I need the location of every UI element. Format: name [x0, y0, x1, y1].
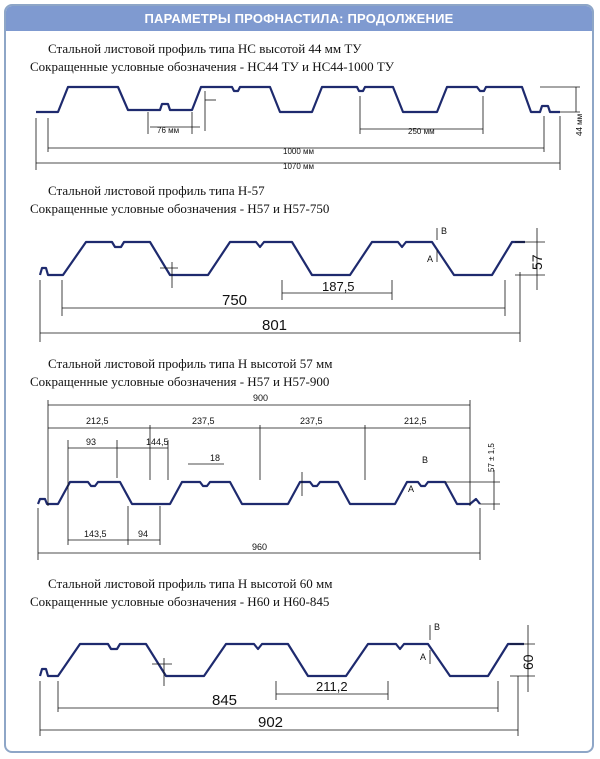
p1-dim-total-a: 1000 мм [283, 147, 315, 156]
profile-3-caption [30, 355, 332, 391]
p3-dim-w3: 18 [210, 453, 221, 463]
profile-2-designation: Сокращенные условные обозначения - Н57 и Н57-750 [30, 201, 330, 216]
p3-label-a: A [408, 484, 415, 494]
p1-dim-a: 76 мм [157, 126, 180, 135]
p3-label-b: B [422, 455, 429, 465]
p4-dim-total-a: 845 [212, 692, 238, 709]
p3-dim-w1: 93 [86, 437, 97, 447]
profile-1-caption [30, 40, 394, 76]
profile-1-designation: Сокращенные условные обозначения - НС44 ТУ и НС44-1000 ТУ [30, 59, 394, 74]
p1-dim-total-b: 1070 мм [283, 162, 315, 171]
profile-3-designation: Сокращенные условные обозначения - Н57 и Н57-900 [30, 374, 330, 389]
p3-dim-bot2: 94 [138, 529, 149, 539]
profile-4-designation: Сокращенные условные обозначения - Н60 и Н60-845 [30, 594, 330, 609]
p2-dim-pitch: 187,5 [322, 279, 355, 294]
p2-dim-height: 57 [529, 254, 545, 270]
profile-3-title: Стальной листовой профиль типа Н высотой 57 мм [48, 356, 333, 371]
p3-dim-s1: 212,5 [86, 416, 109, 426]
p3-dim-total-b: 960 [252, 542, 268, 552]
p4-label-a: A [420, 652, 427, 662]
profile-4-caption [30, 575, 332, 611]
p3-dim-s4: 212,5 [404, 416, 427, 426]
p4-dim-pitch: 211,2 [316, 679, 348, 694]
profile-4-title: Стальной листовой профиль типа Н высотой 60 мм [48, 576, 333, 591]
p3-dim-total-a: 900 [253, 393, 269, 403]
p2-dim-total-b: 801 [262, 317, 288, 334]
profile-2-caption [30, 182, 329, 218]
p4-dim-total-b: 902 [258, 714, 284, 731]
p3-dim-bot1: 143,5 [84, 529, 107, 539]
p1-dim-height: 44 мм [575, 113, 584, 136]
p3-dim-s2: 237,5 [192, 416, 215, 426]
p3-dim-w2: 144,5 [146, 437, 169, 447]
p2-dim-total-a: 750 [222, 292, 248, 309]
p3-dim-height: 57 ± 1,5 [487, 443, 496, 472]
p3-dim-s3: 237,5 [300, 416, 323, 426]
p4-dim-height: 60 [520, 654, 536, 670]
p2-label-a: A [427, 254, 434, 264]
profile-2-title: Стальной листовой профиль типа Н-57 [48, 183, 265, 198]
profile-1-title: Стальной листовой профиль типа НС высотой 44 мм ТУ [48, 41, 362, 56]
p4-label-b: B [434, 622, 441, 632]
page-title: ПАРАМЕТРЫ ПРОФНАСТИЛА: ПРОДОЛЖЕНИЕ [6, 6, 592, 31]
p1-dim-b: 250 мм [408, 127, 435, 136]
p2-label-b: B [441, 226, 448, 236]
